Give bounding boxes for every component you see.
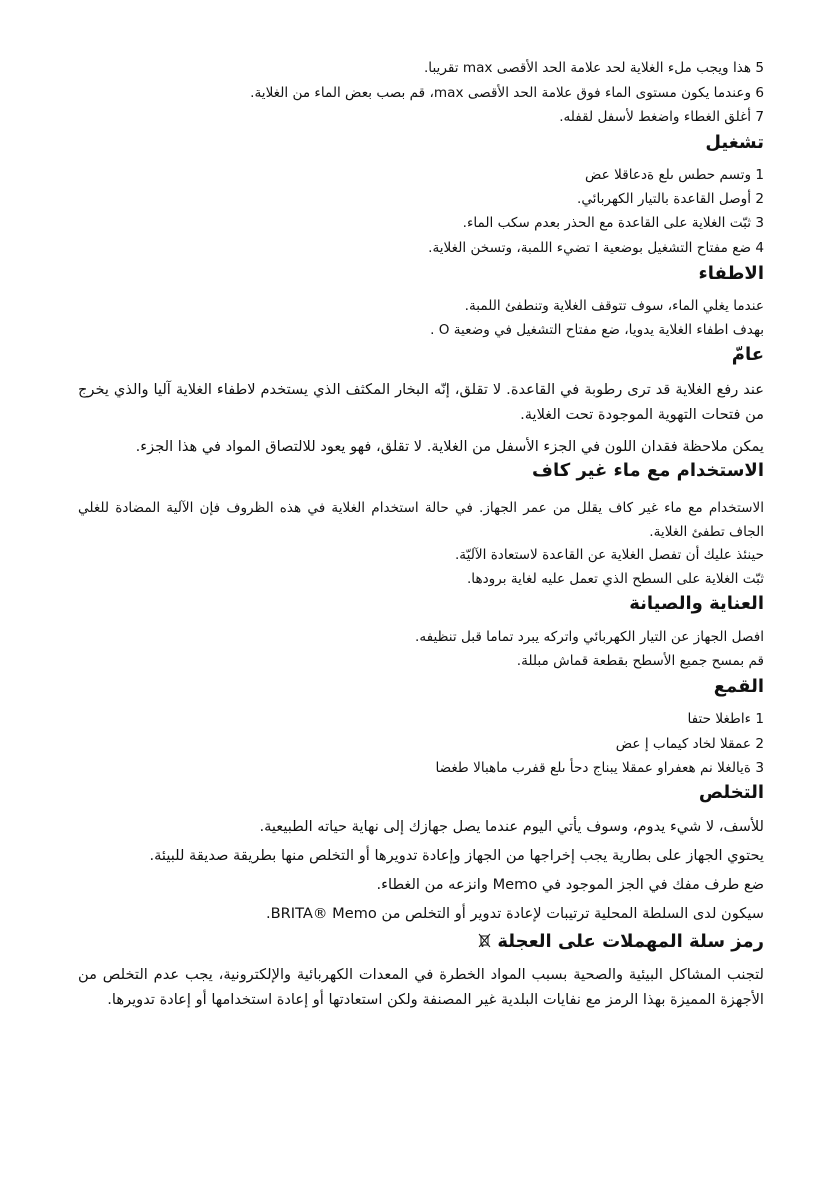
funnel-step-3: 3 ةيالغلا نم هعفراو عمقلا يبناج دحأ ىلع قفرب ماهبالا طغضا <box>435 760 764 776</box>
disposal-line-4: سيكون لدى السلطة المحلية ترتيبات لإعادة تدوير أو التخلص من BRITA® Memo. <box>266 905 764 922</box>
operation-step-1: 1 وتسم حطس ىلع ةدعاقلا عض <box>585 167 764 183</box>
operation-step-3: 3 ثبّت الغلاية على القاعدة مع الحذر بعدم سكب الماء. <box>462 215 764 231</box>
funnel-step-2: 2 عمقلا لخاد كيماب إ عض <box>615 736 764 752</box>
care-line-2: قم بمسح جميع الأسطح بقطعة قماش مبللة. <box>516 653 764 669</box>
heading-general: عامّ <box>731 344 764 365</box>
care-line-1: افصل الجهاز عن التيار الكهربائي واتركه يبرد تماما قبل تنظيفه. <box>415 629 764 645</box>
heading-care: العناية والصيانة <box>629 593 764 614</box>
insufficient-water-line-3: ثبّت الغلاية على السطح الذي تعمل عليه لغاية برودها. <box>466 571 764 587</box>
disposal-line-2: يحتوي الجهاز على بطارية يجب إخراجها من الجهاز وإعادة تدويرها أو التخلص منها بطريقة صديقة للبيئة. <box>149 847 764 864</box>
heading-insufficient-water: الاستخدام مع ماء غير كاف <box>532 460 764 481</box>
general-paragraph-1: عند رفع الغلاية قد ترى رطوبة في القاعدة. لا تقلق، إنّه البخار المكثف الذي يستخدم لاطفاء الغلاية آليا والذي يخرج من فتحات التهوية الموجودة تحت الغلاية. <box>78 381 764 423</box>
heading-switch-off: الاطفاء <box>698 263 764 284</box>
general-paragraph-2: يمكن ملاحظة فقدان اللون في الجزء الأسفل من الغلاية. لا تقلق، فهو يعود للالتصاق المواد في هذا الجزء. <box>135 438 764 455</box>
heading-weee <box>472 930 764 954</box>
filling-step-7: 7 أغلق الغطاء واضغط لأسفل لقفله. <box>559 109 764 125</box>
heading-operation: تشغيل <box>705 132 764 153</box>
weee-paragraph: لتجنب المشاكل البيئية والصحية بسبب المواد الخطرة في المعدات الكهربائية والإلكترونية، يجب عدم التخلص من الأجهزة المميزة بهذا الرمز مع نفايات البلدية غير المصنفة ولكن استعادتها أو إعادة استخدامها أو إعادة تدويرها. <box>78 966 764 1008</box>
filling-step-5: 5 هذا ويجب ملء الغلاية لحد علامة الحد الأقصى max تقريبا. <box>423 60 764 76</box>
insufficient-water-paragraph-1: الاستخدام مع ماء غير كاف يقلل من عمر الجهاز. في حالة استخدام الغلاية في هذه الظروف فإن الآلية المضادة للغلي الجاف تطفئ الغلاية. <box>78 500 764 540</box>
switch-off-line-2: بهدف اطفاء الغلاية يدويا، ضع مفتاح التشغيل في وضعية O . <box>430 322 764 338</box>
insufficient-water-line-2: حينئذ عليك أن تفصل الغلاية عن القاعدة لاستعادة الآليّة. <box>454 547 764 563</box>
disposal-line-3: ضع طرف مفك في الجز الموجود في Memo وانزعه من الغطاء. <box>376 876 764 893</box>
weee-title: رمز سلة المهملات على العجلة <box>497 931 764 952</box>
disposal-line-1: للأسف، لا شيء يدوم، وسوف يأتي اليوم عندما يصل جهازك إلى نهاية حياته الطبيعية. <box>259 818 764 835</box>
filling-step-6: 6 وعندما يكون مستوى الماء فوق علامة الحد الأقصى max، قم بصب بعض الماء من الغلاية. <box>250 85 764 101</box>
switch-off-line-1: عندما يغلي الماء، سوف تتوقف الغلاية وتنطفئ اللمبة. <box>464 298 764 314</box>
operation-step-4: 4 ضع مفتاح التشغيل بوضعية I تضيء اللمبة، وتسخن الغلاية. <box>428 240 764 256</box>
operation-step-2: 2 أوصل القاعدة بالتيار الكهربائي. <box>577 191 764 207</box>
heading-disposal: التخلص <box>698 782 764 803</box>
heading-funnel: القمع <box>713 676 764 697</box>
funnel-step-1: 1 ءاطغلا حتفا <box>687 711 764 727</box>
crossed-out-wheelie-bin-icon <box>478 932 491 951</box>
